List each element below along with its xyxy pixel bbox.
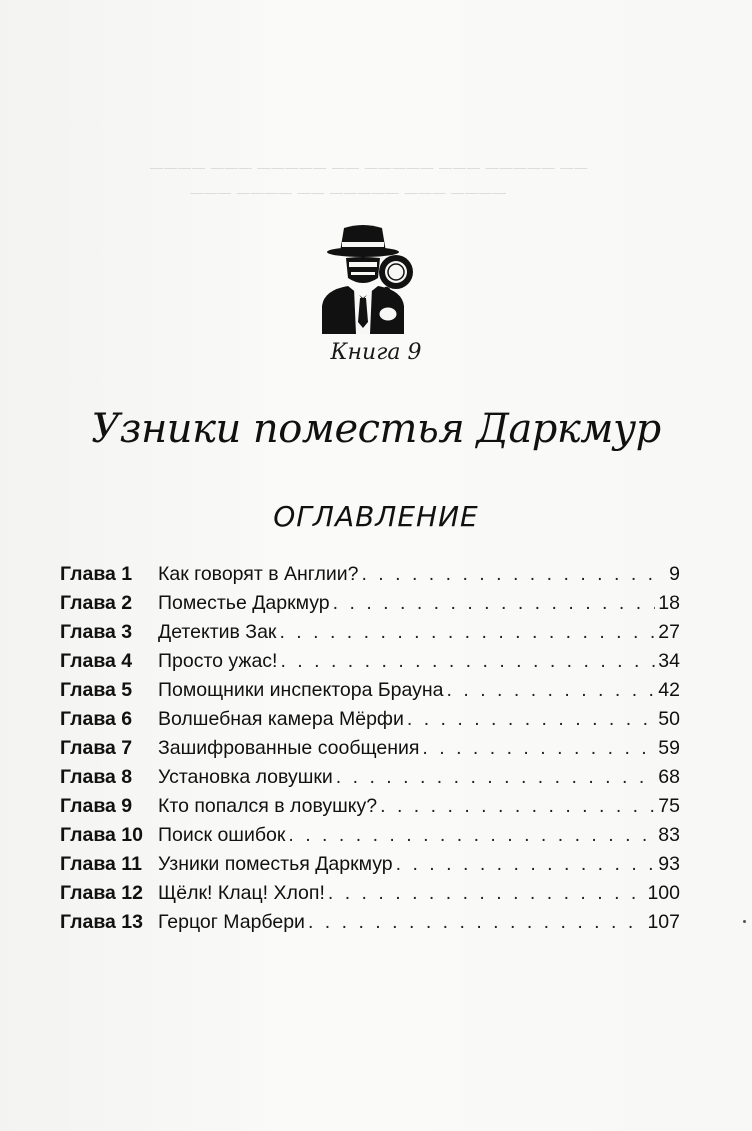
dot-leader	[279, 618, 655, 647]
dot-leader	[288, 821, 655, 850]
chapter-page: 68	[658, 766, 680, 788]
toc-row	[60, 560, 680, 589]
toc-row	[60, 647, 680, 676]
chapter-page: 59	[658, 737, 680, 759]
chapter-number: Глава 7	[60, 737, 133, 759]
toc-row	[60, 879, 680, 908]
chapter-title: Помощники инспектора Брауна	[158, 679, 444, 701]
chapter-page: 107	[647, 911, 680, 933]
dot-leader	[280, 647, 655, 676]
chapter-title: Щёлк! Клац! Хлоп!	[158, 882, 325, 904]
dot-leader	[407, 705, 655, 734]
toc-row	[60, 850, 680, 879]
chapter-number: Глава 5	[60, 679, 133, 701]
dot-leader	[422, 734, 655, 763]
toc-row	[60, 908, 680, 937]
chapter-page: 42	[658, 679, 680, 701]
chapter-number: Глава 12	[60, 882, 143, 904]
chapter-number: Глава 9	[60, 795, 133, 817]
toc-row	[60, 734, 680, 763]
chapter-number: Глава 4	[60, 650, 133, 672]
toc-row	[60, 676, 680, 705]
bleed-through-line: ——— ———— —— ————— ——— ————	[190, 185, 508, 200]
chapter-number: Глава 10	[60, 824, 143, 846]
chapter-number: Глава 1	[60, 563, 133, 585]
dot-leader	[396, 850, 656, 879]
toc-row	[60, 618, 680, 647]
dot-leader	[361, 560, 666, 589]
toc-row	[60, 705, 680, 734]
dot-leader	[308, 908, 644, 937]
chapter-title: Детектив Зак	[158, 621, 277, 643]
toc-row	[60, 821, 680, 850]
chapter-page: 93	[658, 853, 680, 875]
chapter-page: 18	[658, 592, 680, 614]
book-number-label: Книга 9	[330, 340, 422, 365]
chapter-title: Поиск ошибок	[158, 824, 286, 846]
book-title: Узники поместья Даркмур	[91, 406, 661, 452]
chapter-number: Глава 13	[60, 911, 143, 933]
chapter-page: 83	[658, 824, 680, 846]
detective-magnifier-icon	[318, 222, 424, 334]
chapter-number: Глава 2	[60, 592, 133, 614]
chapter-page: 75	[658, 795, 680, 817]
chapter-number: Глава 6	[60, 708, 133, 730]
chapter-title: Просто ужас!	[158, 650, 278, 672]
chapter-page: 34	[658, 650, 680, 672]
chapter-number: Глава 11	[60, 853, 142, 875]
table-of-contents	[60, 560, 680, 937]
chapter-page: 27	[658, 621, 680, 643]
toc-heading: ОГЛАВЛЕНИЕ	[273, 500, 479, 533]
chapter-title: Как говорят в Англии?	[158, 563, 359, 585]
chapter-page: 50	[658, 708, 680, 730]
dot-leader	[336, 763, 656, 792]
chapter-page: 9	[669, 563, 680, 585]
bleed-through-line: ———— ——— ————— —— ————— ——— ————— ——	[150, 160, 589, 175]
chapter-page: 100	[647, 882, 680, 904]
chapter-title: Узники поместья Даркмур	[158, 853, 393, 875]
chapter-title: Кто попался в ловушку?	[158, 795, 378, 817]
dot-leader	[328, 879, 645, 908]
chapter-title: Герцог Марбери	[158, 911, 305, 933]
page-edge-mark	[743, 920, 746, 923]
dot-leader	[380, 792, 655, 821]
toc-row	[60, 792, 680, 821]
chapter-number: Глава 3	[60, 621, 133, 643]
dot-leader	[333, 589, 656, 618]
toc-row	[60, 763, 680, 792]
chapter-number: Глава 8	[60, 766, 133, 788]
chapter-title: Установка ловушки	[158, 766, 333, 788]
dot-leader	[447, 676, 656, 705]
chapter-title: Поместье Даркмур	[158, 592, 330, 614]
toc-row	[60, 589, 680, 618]
chapter-title: Зашифрованные сообщения	[158, 737, 420, 759]
chapter-title: Волшебная камера Мёрфи	[158, 708, 404, 730]
